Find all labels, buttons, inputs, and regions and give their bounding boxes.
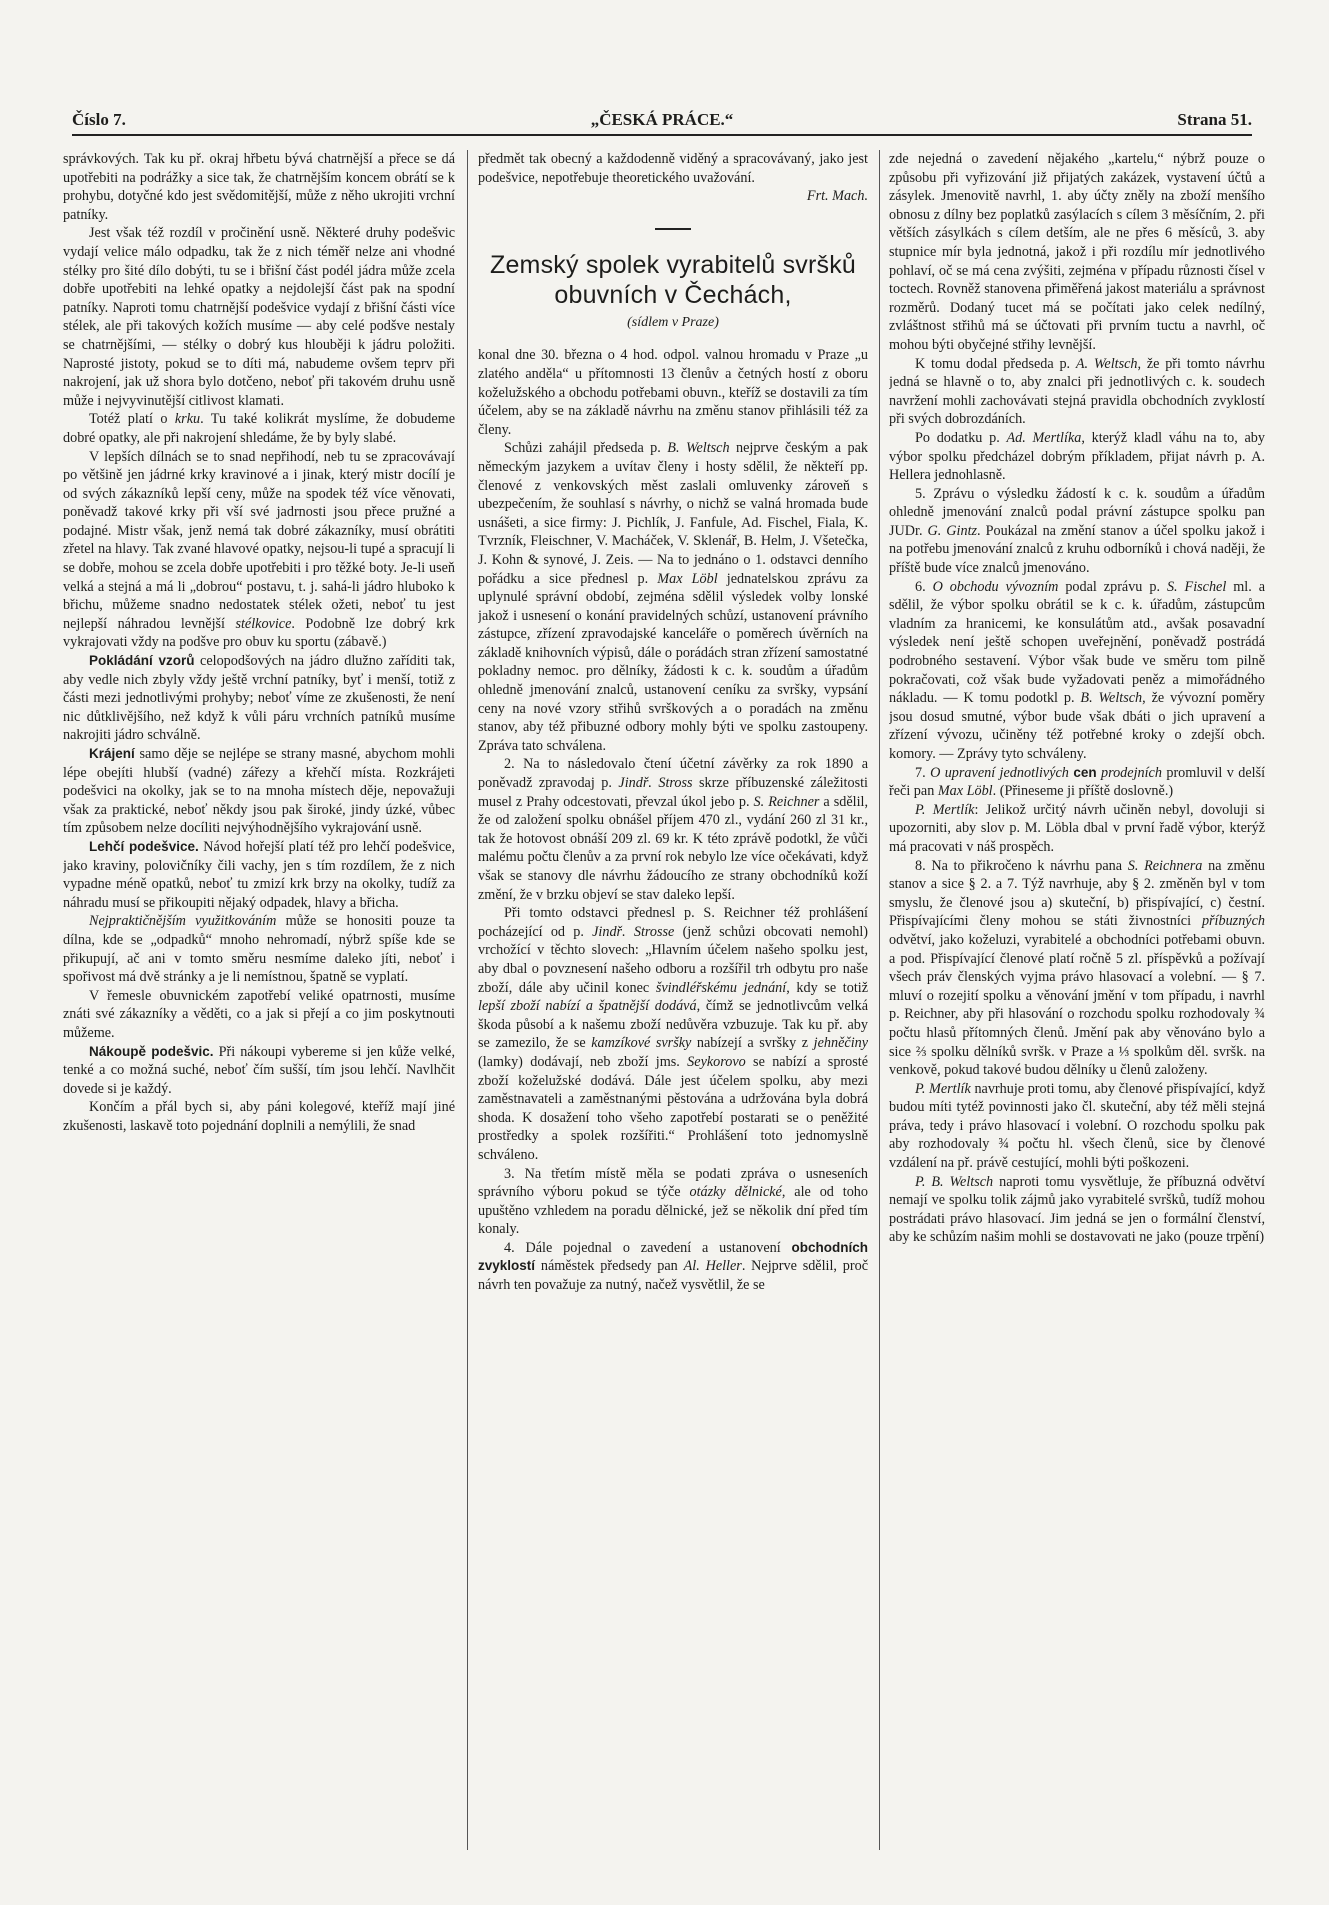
paragraph: Totéž platí o krku. Tu také kolikrát myslíme, že dobudeme dobré opatky, ale při nakrojení shledáme, že by byly slabé. — [63, 411, 455, 446]
column-3 — [889, 150, 1265, 1850]
paragraph: P. B. Weltsch naproti tomu vysvětluje, že příbuzná odvětví nemají ve spolku tolik zájmů jako vyrabitelé svršků, tudíž mohou postrádati právo hlasovací. Jim jedná se jen o formální členství, aby ke schůzím našim mohli se dostavovati ne jako (pouze trpění) — [889, 1173, 1265, 1246]
article-subtitle: (sídlem v Praze) — [627, 314, 719, 330]
person-name: Ad. Mertlíka — [1006, 429, 1082, 446]
person-name: Max Löbl — [657, 570, 718, 587]
person-name: G. Gintz — [927, 522, 978, 539]
run-in-heading: Nákoupě podešvic. — [89, 1043, 214, 1059]
paragraph: 5. Zprávu o výsledku žádostí k c. k. soudům a úřadům ohledně jmenování znalců podal právní zástupce spolku pan JUDr. G. Gintz. Poukázal na změní stanov a účel spolku jakož i na potřebu jmenování znalců z kruhu odborníků i chová naději, že příště bude více znalců jmenováno. — [889, 485, 1265, 577]
run-in-heading: cen — [1073, 764, 1097, 780]
author-signature: Frt. Mach. — [806, 188, 868, 205]
paragraph: 7. O upravení jednotlivých cen prodejních promluvil v delší řeči pan Max Löbl. (Přineseme ji příště doslovně.) — [889, 764, 1265, 800]
column-divider — [467, 150, 468, 1850]
run-in-heading: Lehčí podešvice. — [89, 838, 199, 854]
paragraph: V lepších dílnách se to snad nepřihodí, neb tu se zpracovávají po většině jen jádrné krky kravinové a i jinak, který mistr docílí je od svých zákazníků lepší ceny, může na spodek též více věnovati, poněvadž takové krky při vší své jadrnosti jsou přece pružné a podajné. Mistr však, jenž nemá tak dobré zákazníky, musí obrátiti zřetel na hlavy. Tak zvané hlavové opatky, nejsou-li tupé a spracují li se dobře, mohou se zcela dobře upotřebiti i pro těžké boty. Je-li useň velká a stejná a má li „dobrou“ postavu, t. j. sahá-li jádro hluboko k břichu, můžeme snadno nedostatek stélek ožeti, neboť tu jest nejlepší náhradou levnější stélkovice. Podobně lze dobrý krk vykrajovati vždy na podšve pro obuv ku sportu (zábavě.) — [63, 448, 455, 651]
paragraph: Po dodatku p. Ad. Mertlíka, kterýž kladl váhu na to, aby výbor spolku předcházel dobrým příkladem, přijat návrh p. A. Hellera jednohlasně. — [889, 429, 1265, 484]
paragraph: Při tomto odstavci přednesl p. S. Reichner též prohlášení pocházející od p. Jindř. Strosse (jenž schůzi obcovati nemohl) vrchožící v těchto slovech: „Hlavním účelem našeho spolku jest, aby dbal o povznesení našeho odboru a rozšířil trh odbytu pro naše zboží, dále aby učinil konec švindléřskému jednání, kdy se totiž lepší zboží nabízí a špatnější dodává, čímž se jednotlivcům velká škoda působí a k našemu zboží nedůvěra vzbuzuje. Tak ku př. aby se zamezilo, že se kamzíkové svršky nabízejí a svršky z jehněčiny (lamky) dodávají, neb zboží jms. Seykorovo se nabízí a sprosté zboží koželužské dodává. Dále jest účelem spolku, aby mezi zaměstnavateli a zaměstnanými pěstována a udržována byla dobrá shoda. K dosažení toho všeho zapotřebí postarati se o peněžité prostředky a spolek rozšířiti.“ Prohlášení toto jednomyslně schváleno. — [478, 905, 868, 1163]
paragraph: K tomu dodal předseda p. A. Weltsch, že při tomto návrhu jedná se hlavně o to, aby znalci při jednotlivých c. k. soudech navržení mohli zachovávati stejná pravidla obchodních zvyklostí při svých dobrozdáních. — [889, 355, 1265, 428]
person-name: S. Reichnera — [1127, 857, 1203, 874]
paragraph: 6. O obchodu vývozním podal zprávu p. S. Fischel ml. a sdělil, že výbor spolku obrátil se k c. k. úřadům, zástupcům vladním za hranicemi, ke konsulátům atd., avšak posavadní výsledek není ještě schopen uveřejnění, poněvadž postrádá podrobného sestavení. Výbor však bude ve směru tom pilně pokračovati, což však bude vyžadovati peněz a mimořádného nákladu. — K tomu podotkl p. B. Weltsch, že vývozní poměry jsou dosud smutné, výbor bude však dbáti o jich upravení a zřízení vývozu, učiněny též potřebné kroky o zdejší obch. komory. — Zprávy tyto schváleny. — [889, 578, 1265, 762]
emphasis: O obchodu vývozním — [932, 578, 1059, 595]
person-name: P. B. Weltsch — [915, 1173, 994, 1190]
issue-number: Číslo 7. — [72, 110, 126, 129]
person-name: S. Reichner — [753, 793, 820, 810]
emphasis: O upravení jednotlivých — [930, 764, 1069, 781]
paragraph: 2. Na to následovalo čtení účetní závěrky za rok 1890 a poněvadž zpravodaj p. Jindř. Stross skrze příbuzenské záležitosti musel z Prahy odcestovati, převzal úkol jebo p. S. Reichner a sdělil, že od založení spolku obnášel příjem 470 zl., vydání 260 zl 31 kr., tak že hotovost obnáší 209 zl. 69 kr. K této zprávě podotkl, že vůči malému počtu členův a za první rok nebylo lze více očekávati, když však se stanovy dle návrhu žádoucího ze strany obchodníků koží změní, že v brzku objeví se stav daleko lepší. — [478, 756, 868, 903]
paragraph: Jest však též rozdíl v pročinění usně. Některé druhy podešvic vydají velice málo odpadku, tak že z nich téměř nelze ani vhodné stélky pro šité dílo dobýti, tu se i břišní část podél jádra může zcela dobře upotřebiti na lehké opatky a nejdolejší část pak na spodní patníky. Naproti tomu chatrnější podešvice vydají z břišní části více stélek, ale při takových kožích musíme — aby celé podšve nestaly se chatrnějšími, — stélky o dobrý kus hlouběji k jádru položiti. Naprosté jistoty, pokud se to díti má, nabudeme ovšem teprv při nakrojení, jak už shora bylo dotčeno, neboť při takovém druhu usně může i nejvyvinutější citlivost klamati. — [63, 225, 455, 409]
column-2 — [478, 150, 868, 1850]
emphasis: kamzíkové svršky — [591, 1035, 692, 1052]
person-name: B. Weltsch — [1080, 690, 1143, 707]
paragraph: V řemesle obuvnickém zapotřebí veliké opatrnosti, musíme znáti své zákazníky a věděti, co a jak si přejí a co jim poskytnouti můžeme. — [63, 987, 455, 1041]
paragraph: Pokládání vzorů celopodšových na jádro dlužno zaříditi tak, aby vedle nich zbyly vždy ještě vrchní patníky, byť i menší, totiž z části mezi jednotlivými prohyby; neboť víme ze zkušenosti, že není nic důtklivějšího, než když k vůli páru vrchních patníků musíme nakrojiti jádro schválně. — [63, 653, 455, 744]
paragraph: P. Mertlík: Jelikož určitý návrh učiněn nebyl, dovoluji si upozorniti, aby slov p. M. Löbla dbal v první řadě výbor, kterýž má pracovati v náš prospěch. — [889, 801, 1265, 855]
person-name: Jindř. Strosse — [592, 923, 675, 940]
column-1 — [63, 150, 455, 1850]
person-name: A. Weltsch — [1075, 355, 1138, 372]
page-number: Strana 51. — [1177, 110, 1252, 129]
person-name: P. Mertlík — [915, 801, 975, 818]
paragraph: 8. Na to přikročeno k návrhu pana S. Reichnera na změnu stanov a sice § 2. a 7. Týž navrhuje, aby § 2. změněn byl v tom smyslu, že členové jsou a) skuteční, b) přispívající, c) čestní. Přispívajícími členy mohou se státi živnostníci příbuzných odvětví, jako koželuzi, vyrabitelé a obchodníci potřebami obuvn. a pod. Přispívající členové platí ročně 5 zl. příspěvků a požívají všech práv členských vyjma právo hlasovací a volební. — § 7. mluví o rozejití spolku a věnování jmění v tom případu, i navrhl p. Reichner, aby při hlasování o rozchodu spolku rozhodovaly ¾ počtu hlasů přítomných členů. Jmění pak aby věnováno bylo a sice ⅔ spolku dělníků svršk. v Praze a ⅓ spolkům děl. svršk. na venkově, pokud takové budou dělníky u členů založeny. — [889, 857, 1265, 1079]
emphasis: lepší zboží nabízí a špatnější dodává — [478, 998, 697, 1015]
emphasis: Nejpraktičnějším využitkováním — [89, 913, 277, 930]
column-divider — [879, 150, 880, 1850]
emphasis: krku — [174, 411, 201, 428]
person-name: Jindř. Stross — [618, 775, 693, 792]
person-name: Max Löbl — [937, 783, 993, 800]
header-rule — [72, 134, 1252, 136]
emphasis: Seykorovo — [687, 1053, 746, 1070]
person-name: B. Weltsch — [667, 440, 730, 457]
paragraph: Nejpraktičnějším využitkováním může se honositi pouze ta dílna, kde se „odpadků“ mnoho nehromadí, nýbrž spíše kde se přikupují, ač ani v tomto směru nesmíme daleko jíti, neboť i spořivost má dvě stránky a je li nemístnou, špatně se vyplatí. — [63, 913, 455, 986]
person-name: P. Mertlík — [915, 1080, 971, 1097]
emphasis: stélkovice — [235, 615, 292, 632]
paragraph: konal dne 30. března o 4 hod. odpol. valnou hromadu v Praze „u zlatého anděla“ u přítomnosti 13 členův a četných hostí z oboru koželužského a obchodu potřebami obuvn., kteříž se dostavili za tím účelem, aby se na základě návrhu na změnu stanov přihlásili též za členy. — [478, 347, 868, 438]
emphasis: prodejních — [1101, 764, 1162, 781]
paragraph: P. Mertlík navrhuje proti tomu, aby členové přispívající, když budou míti tytéž povinnosti jako čl. skuteční, aby též měli stejná práva, tedy i právo hlasovací i volební. O rozchodu spolku pak aby rozhodovaly ¾ počtu hl. všech členů, sice by členové vzdálení na př. právě cestující, mohli býti poškozeni. — [889, 1080, 1265, 1172]
article-separator — [655, 228, 691, 230]
paragraph: Krájení samo děje se nejlépe se strany masné, abychom mohli lépe obejíti hlubší (vadné) zářezy a křehčí místa. Rozkrájeti podešvici na okolky, jak se to na mnoha místech děje, nepovažuji však za praktické, neboť někdy jsou pak široké, jindy úzké, vůbec tím způsobem nelze docíliti nejvýhodnějšího vykrajování usně. — [63, 746, 455, 837]
run-in-heading: Krájení — [89, 746, 135, 761]
person-name: Al. Heller — [683, 1258, 742, 1275]
emphasis: otázky dělnické — [689, 1184, 782, 1201]
run-in-heading: obchodních zvyklostí — [478, 1239, 868, 1274]
article-title: Zemský spolek vyrabitelů svršků obuvních v Čechách, — [489, 250, 857, 309]
paragraph: Lehčí podešvice. Návod hořejší platí též pro lehčí podešvice, jako kraviny, polovičníky čili vachy, jen s tím rozdílem, že z nich vypadne méně opatků, neboť tu zmizí krk brzy na okolky, tudíž za náhradu musí se přikoupiti nějaký odpadek, hlavy a břicha. — [63, 838, 455, 911]
page-header — [72, 100, 1252, 140]
emphasis: jehněčiny — [813, 1035, 868, 1052]
paragraph: správkových. Tak ku př. okraj hřbetu bývá chatrnější a přece se dá upotřebiti na podrážky a sice tak, že chatrnějším koncem obrátí se k prohybu, dotyčné kdo jest svědomitější, může z něho ukrojiti vrchní patníky. — [63, 151, 455, 223]
emphasis: švindléřskému jednání — [655, 979, 787, 996]
emphasis: příbuzných — [1201, 913, 1265, 930]
paragraph: předmět tak obecný a každodenně viděný a spracovávaný, jako jest podešvice, nepotřebuje theoretického uvažování. — [478, 151, 868, 186]
paragraph: Končím a přál bych si, aby páni kolegové, kteříž mají jiné zkušenosti, laskavě toto pojednání doplnili a nemýlili, že snad — [63, 1099, 455, 1134]
journal-title: „ČESKÁ PRÁCE.“ — [590, 110, 734, 129]
paragraph: 4. Dále pojednal o zavedení a ustanovení obchodních zvyklostí náměstek předsedy pan Al. Heller. Nejprve sdělil, proč návrh ten považuje za nutný, načež vysvětlil, že se — [478, 1239, 868, 1294]
paragraph: zde nejedná o zavedení nějakého „kartelu,“ nýbrž pouze o způsobu při vyřizování již přijatých zakázek, vystavení účtů a zásylek. Jmenovitě navrhl, 1. aby účty zněly na zboží menšího obnosu z dílny bez poplatků zasýlacích s cílem 3 měsíčním, 2. při větších zásylkách s cílem detším, ale ne přes 6 měsíců, 3. aby stupnice mír byla jednotná, jakož i při rozdílu mír jednotlivého pohlaví, oč se má cena zvýšiti, zejména v případu různosti čísel v toctech. Rovněž stanovena přiměřená jakost materiálu a správnost rozměrů. Dodaný tucet má se počítati jako celek nedílný, zvláštnost střihů má se účtovati při prvním tuctu a navrhl, oč mohou býti obyčejné střihy levnější. — [889, 151, 1265, 353]
run-in-heading: Pokládání vzorů — [89, 653, 195, 669]
paragraph: 3. Na třetím místě měla se podati zpráva o usneseních správního výboru pokud se týče otázky dělnické, ale od toho upuštěno vzhledem na poradu dělnické, jež se několik dní před tím konaly. — [478, 1165, 868, 1238]
paragraph: Schůzi zahájil předseda p. B. Weltsch nejprve českým a pak německým jazykem a uvítav členy i hosty sdělil, že někteří pp. členové z venkovských měst zaslali omluvenky zároveň s ubezpečením, že souhlasí s návrhy, o nichž se valná hromada bude usnášeti, a sice firmy: J. Pichlík, J. Fanfule, Ad. Fischel, Fiala, K. Tvrzník, Fleischner, V. Macháček, V. Sklenář, B. Helm, J. Všetečka, J. Kohn & synové, J. Zeis. — Na to jednáno o 1. odstavci denního pořádku a sice přednesl p. Max Löbl jednatelskou zprávu za uplynulé správní období, zejména sdělil výsledek volby lonské jakož i usnesení o konání pravidelných schůzí, ustanovení právního zástupce, zřízení zpravodajské kanceláře o poměrech úvěrních na základě knihovních výpisů, dále o porádách stran zřízení samostatné pokladny nemoc. pro dělníky, žádosti k c. k. soudům a úřadům ohledně jmenování znalců, ustanovení ceníku za svršky, vypsání ceny na nové vzory střihů svrškových a o poradách na změnu stanov, aby též přibuzné odbory mohly býti ve spolku zastoupeny. Zpráva tato schválena. — [478, 440, 868, 754]
paragraph: Nákoupě podešvic. Při nákoupi vybereme si jen kůže velké, tenké a co možná suché, neboť čím sušší, tím jsou lehčí. Navlhčit dovede si je každý. — [63, 1043, 455, 1097]
person-name: S. Fischel — [1166, 578, 1227, 595]
